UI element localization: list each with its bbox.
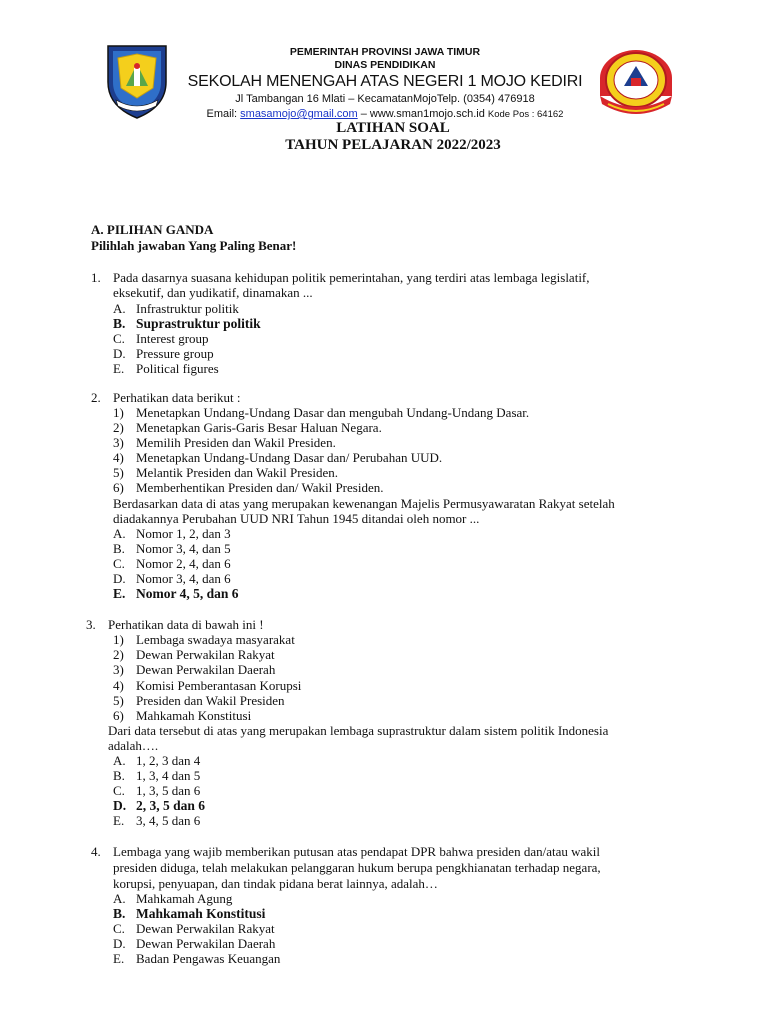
option-text: Nomor 3, 4, dan 6 — [136, 571, 231, 586]
option-text: Nomor 2, 4, dan 6 — [136, 556, 231, 571]
section-instruction: Pilihlah jawaban Yang Paling Benar! — [91, 238, 297, 253]
question-text: adalah…. — [108, 738, 159, 753]
item-text: Mahkamah Konstitusi — [136, 708, 252, 723]
question-text: Berdasarkan data di atas yang merupakan kewenangan Majelis Permusyawaratan Rakyat setelah — [113, 496, 615, 511]
letterhead-text — [180, 46, 590, 122]
option-letter: E. — [113, 813, 125, 828]
item-number: 5) — [113, 465, 124, 480]
option-text-answer: Suprastruktur politik — [136, 316, 261, 331]
option-text: Pressure group — [136, 346, 214, 361]
option-letter: E. — [113, 951, 125, 966]
question-text: diadakannya Perubahan UUD NRI Tahun 1945 ditandai oleh nomor ... — [113, 511, 480, 526]
item-text: Presiden dan Wakil Presiden — [136, 693, 285, 708]
item-number: 2) — [113, 647, 124, 662]
option-text: Interest group — [136, 331, 209, 346]
option-text: Dewan Perwakilan Daerah — [136, 936, 276, 951]
option-text: 1, 3, 4 dan 5 — [136, 768, 201, 783]
option-text: 1, 2, 3 dan 4 — [136, 753, 201, 768]
question-text: Perhatikan data berikut : — [113, 390, 241, 405]
item-number: 6) — [113, 708, 124, 723]
title-line-2: TAHUN PELAJARAN 2022/2023 — [285, 137, 501, 153]
email-link[interactable]: smasamojo@gmail.com — [240, 108, 358, 120]
option-text: Nomor 1, 2, dan 3 — [136, 526, 231, 541]
item-number: 1) — [113, 632, 124, 647]
option-text: Political figures — [136, 361, 219, 376]
option-letter: C. — [113, 556, 125, 571]
option-letter: E. — [113, 586, 126, 601]
item-number: 5) — [113, 693, 124, 708]
option-letter: D. — [113, 798, 127, 813]
question-text: Dari data tersebut di atas yang merupakan lembaga suprastruktur dalam sistem politik Indonesia — [108, 723, 609, 738]
item-number: 3) — [113, 662, 124, 677]
question-number: 4. — [91, 844, 101, 859]
east-java-emblem-icon — [104, 42, 170, 120]
question-text: Pada dasarnya suasana kehidupan politik pemerintahan, yang terdiri atas lembaga legislatif, — [113, 270, 590, 285]
option-text: 3, 4, 5 dan 6 — [136, 813, 201, 828]
item-text: Memilih Presiden dan Wakil Presiden. — [136, 435, 336, 450]
option-letter: C. — [113, 921, 125, 936]
item-number: 4) — [113, 678, 124, 693]
item-text: Melantik Presiden dan Wakil Presiden. — [136, 465, 338, 480]
option-letter: B. — [113, 541, 125, 556]
email-label: Email: — [206, 108, 241, 120]
option-letter: A. — [113, 301, 126, 316]
option-text: 1, 3, 5 dan 6 — [136, 783, 201, 798]
option-letter: D. — [113, 571, 126, 586]
school-name: SEKOLAH MENENGAH ATAS NEGERI 1 MOJO KEDIRI — [187, 73, 583, 90]
item-text: Lembaga swadaya masyarakat — [136, 632, 295, 647]
item-text: Memberhentikan Presiden dan/ Wakil Presiden. — [136, 480, 384, 495]
option-text: Infrastruktur politik — [136, 301, 239, 316]
option-letter: D. — [113, 936, 126, 951]
question-text: korupsi, penyuapan, dan tindak pidana berat lainnya, adalah… — [113, 876, 438, 891]
question-text: Perhatikan data di bawah ini ! — [108, 617, 264, 632]
option-text-answer: Nomor 4, 5, dan 6 — [136, 586, 239, 601]
option-letter: B. — [113, 906, 126, 921]
option-letter: C. — [113, 331, 125, 346]
option-letter: A. — [113, 526, 126, 541]
item-number: 3) — [113, 435, 124, 450]
website-text: – www.sman1mojo.sch.id — [357, 108, 488, 120]
school-address: Jl Tambangan 16 Mlati – KecamatanMojoTelp. (0354) 476918 — [235, 93, 535, 105]
option-letter: A. — [113, 891, 126, 906]
question-number: 3. — [86, 617, 96, 632]
department-name: DINAS PENDIDIKAN — [334, 59, 436, 71]
option-letter: B. — [113, 316, 126, 331]
item-text: Dewan Perwakilan Daerah — [136, 662, 276, 677]
item-number: 4) — [113, 450, 124, 465]
item-number: 2) — [113, 420, 124, 435]
option-text: Mahkamah Agung — [136, 891, 233, 906]
option-text-answer: 2, 3, 5 dan 6 — [136, 798, 206, 813]
item-text: Menetapkan Garis-Garis Besar Haluan Negara. — [136, 420, 382, 435]
question-number: 2. — [91, 390, 101, 405]
school-logo-icon — [598, 48, 674, 120]
item-text: Komisi Pemberantasan Korupsi — [136, 678, 302, 693]
item-number: 6) — [113, 480, 124, 495]
item-text: Menetapkan Undang-Undang Dasar dan/ Perubahan UUD. — [136, 450, 443, 465]
question-text: eksekutif, dan yudikatif, dinamakan ... — [113, 285, 313, 300]
question-number: 1. — [91, 270, 101, 285]
letterhead — [0, 40, 768, 120]
option-text: Nomor 3, 4, dan 5 — [136, 541, 231, 556]
option-letter: C. — [113, 783, 125, 798]
question-text: presiden diduga, telah melakukan pelanggaran hukum berupa pengkhianatan terhadap negara, — [113, 860, 601, 875]
title-line-1: LATIHAN SOAL — [336, 120, 450, 136]
postal-code: Kode Pos : 64162 — [487, 109, 564, 120]
option-letter: D. — [113, 346, 126, 361]
option-letter: E. — [113, 361, 125, 376]
item-number: 1) — [113, 405, 124, 420]
option-text: Badan Pengawas Keuangan — [136, 951, 281, 966]
item-text: Dewan Perwakilan Rakyat — [136, 647, 275, 662]
item-text: Menetapkan Undang-Undang Dasar dan mengubah Undang-Undang Dasar. — [136, 405, 530, 420]
government-name: PEMERINTAH PROVINSI JAWA TIMUR — [289, 46, 481, 58]
option-text: Dewan Perwakilan Rakyat — [136, 921, 275, 936]
document-title — [0, 120, 768, 154]
option-text-answer: Mahkamah Konstitusi — [136, 906, 266, 921]
option-letter: A. — [113, 753, 126, 768]
option-letter: B. — [113, 768, 125, 783]
question-text: Lembaga yang wajib memberikan putusan atas pendapat DPR bahwa presiden dan/atau wakil — [113, 844, 600, 859]
section-heading: A. PILIHAN GANDA — [91, 222, 214, 237]
